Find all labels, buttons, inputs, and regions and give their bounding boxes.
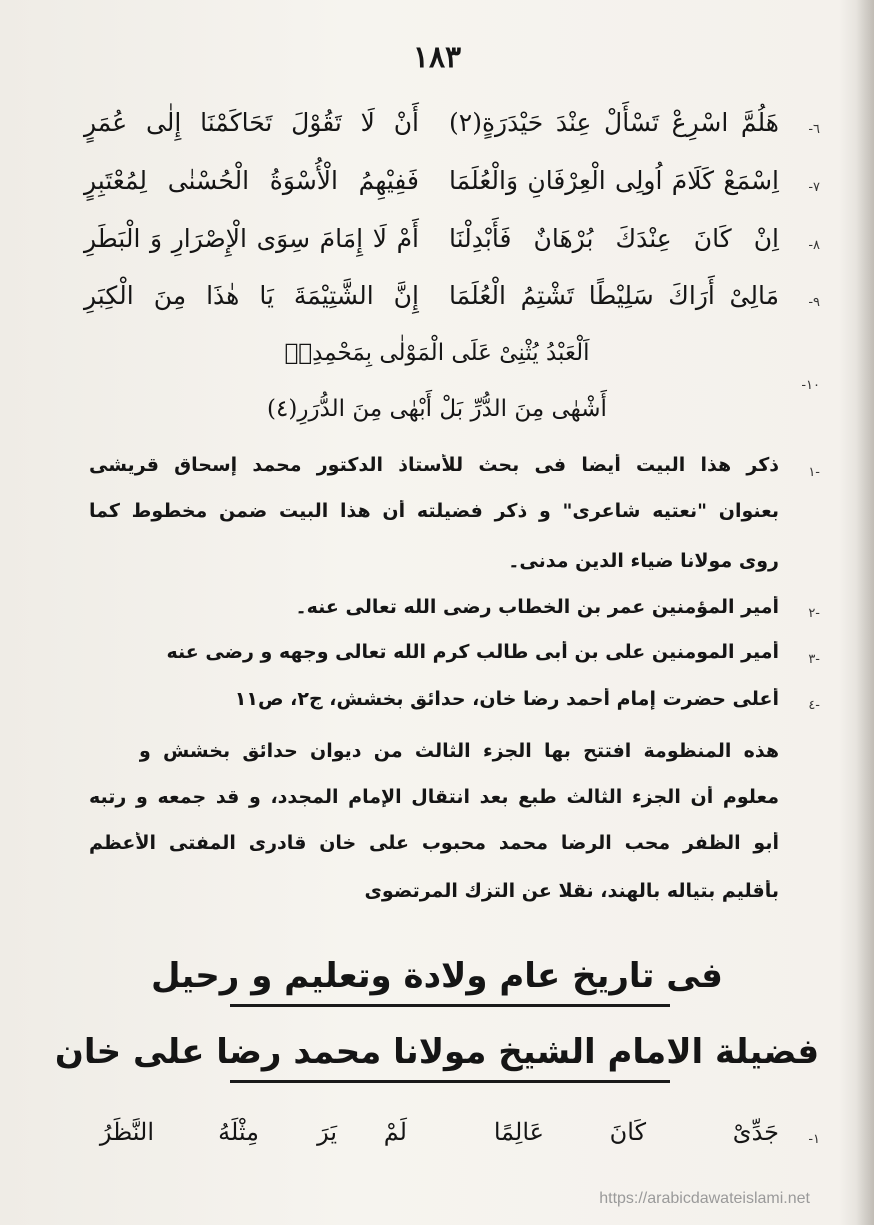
footnote-number: ٢- [808,606,820,621]
verse-first-hemistich: هَلُمَّ اسْرِعْ تَسْأَلْ عِنْدَ حَيْدَرَةٍ(٢) [449,108,779,137]
verse-number: ٨- [808,238,820,253]
footnote-line: أمير المومنين على بن أبى طالب كرم الله تعالى وجهه و رضى عنه [166,641,779,663]
verse-first-hemistich: اِسْمَعْ كَلَامَ اُولِى الْعِرْفَانِ وَالْعُلَمَا [449,166,779,195]
verse-word: لَمْ [383,1118,407,1146]
footnote-number: ٤- [808,698,820,713]
verse-10-line-2: أَشْهٰى مِنَ الدُّرِّ بَلْ أَبْهٰى مِنَ الدُّرَرِ(٤) [267,396,607,422]
verse-10-line-1: اَلْعَبْدُ يُثْنِىْ عَلَى الْمَوْلٰى بِمَحْمِدِهٖ [284,340,590,366]
verse-word: عَالِمًا [493,1118,544,1146]
footnote-number: ٣- [808,652,820,667]
verse-word: جَدِّىْ [732,1118,779,1146]
verse-second-hemistich: أَنْ لَا تَقُوْلَ تَحَاكَمْنَا إِلٰى عُمَرٍ [84,108,419,137]
heading-line-1: فى تاريخ عام ولادة وتعليم و رحيل [151,956,723,996]
footnote-line: أعلى حضرت إمام أحمد رضا خان، حدائق بخشش، ج٢، ص١١ [234,688,779,710]
heading-underline [230,1080,670,1083]
verse-number: ٦- [808,122,820,137]
footnote-number: ١- [808,465,820,480]
verse-first-hemistich: مَالِىْ أَرَاكَ سَلِيْطًا تَشْتِمُ الْعُلَمَا [449,281,779,310]
page-number: ١٨٣ [412,40,462,75]
paragraph-line: معلوم أن الجزء الثالث طبع بعد انتقال الإمام المجدد، و قد جمعه و رتبه [89,786,779,808]
verse-number: ٩- [808,295,820,310]
verse-word: النَّظَرُ [99,1118,154,1146]
verse-word: يَرَ [317,1118,337,1146]
verse-second-hemistich: أَمْ لَا إِمَامَ سِوَى الْإِصْرَارِ وَ الْبَطَرِ [84,224,419,253]
verse-number: ١- [808,1132,820,1147]
paragraph-line: أبو الظفر محب الرضا محمد محبوب على خان قادرى المفتى الأعظم [89,832,779,854]
verse-word: كَانَ [609,1118,646,1146]
verse-number: ١٠- [801,378,820,393]
footnote-line: روى مولانا ضياء الدين مدنى۔ [508,550,779,572]
website-watermark: https://arabicdawateislami.net [599,1190,810,1207]
verse-number: ٧- [808,180,820,195]
paragraph-line: هذه المنظومة افتتح بها الجزء الثالث من ديوان حدائق بخشش و [139,740,779,762]
heading-line-2: فضيلة الامام الشيخ مولانا محمد رضا على خان [54,1032,820,1072]
paragraph-line: بأقليم بتياله بالهند، نقلا عن التزك المرتضوى [364,880,779,902]
heading-underline [230,1004,670,1007]
verse-first-hemistich: اِنْ كَانَ عِنْدَكَ بُرْهَانٌ فَأَبْدِلْنَا [449,224,779,253]
footnote-line: أمير المؤمنين عمر بن الخطاب رضى الله تعالى عنه۔ [295,596,779,618]
verse-word: مِثْلَهُ [218,1118,259,1146]
footnote-line: بعنوان "نعتيه شاعرى" و ذكر فضيلته أن هذا البيت ضمن مخطوط كما [89,500,779,522]
verse-second-hemistich: فَفِيْهِمُ الْأُسْوَةُ الْحُسْنٰى لِمُعْتَبِرٍ [84,166,419,195]
verse-second-hemistich: إِنَّ الشَّتِيْمَةَ يَا هٰذَا مِنَ الْكِبَرِ [84,281,419,310]
footnote-line: ذكر هذا البيت أيضا فى بحث للأستاذ الدكتور محمد إسحاق قريشى [89,454,779,476]
